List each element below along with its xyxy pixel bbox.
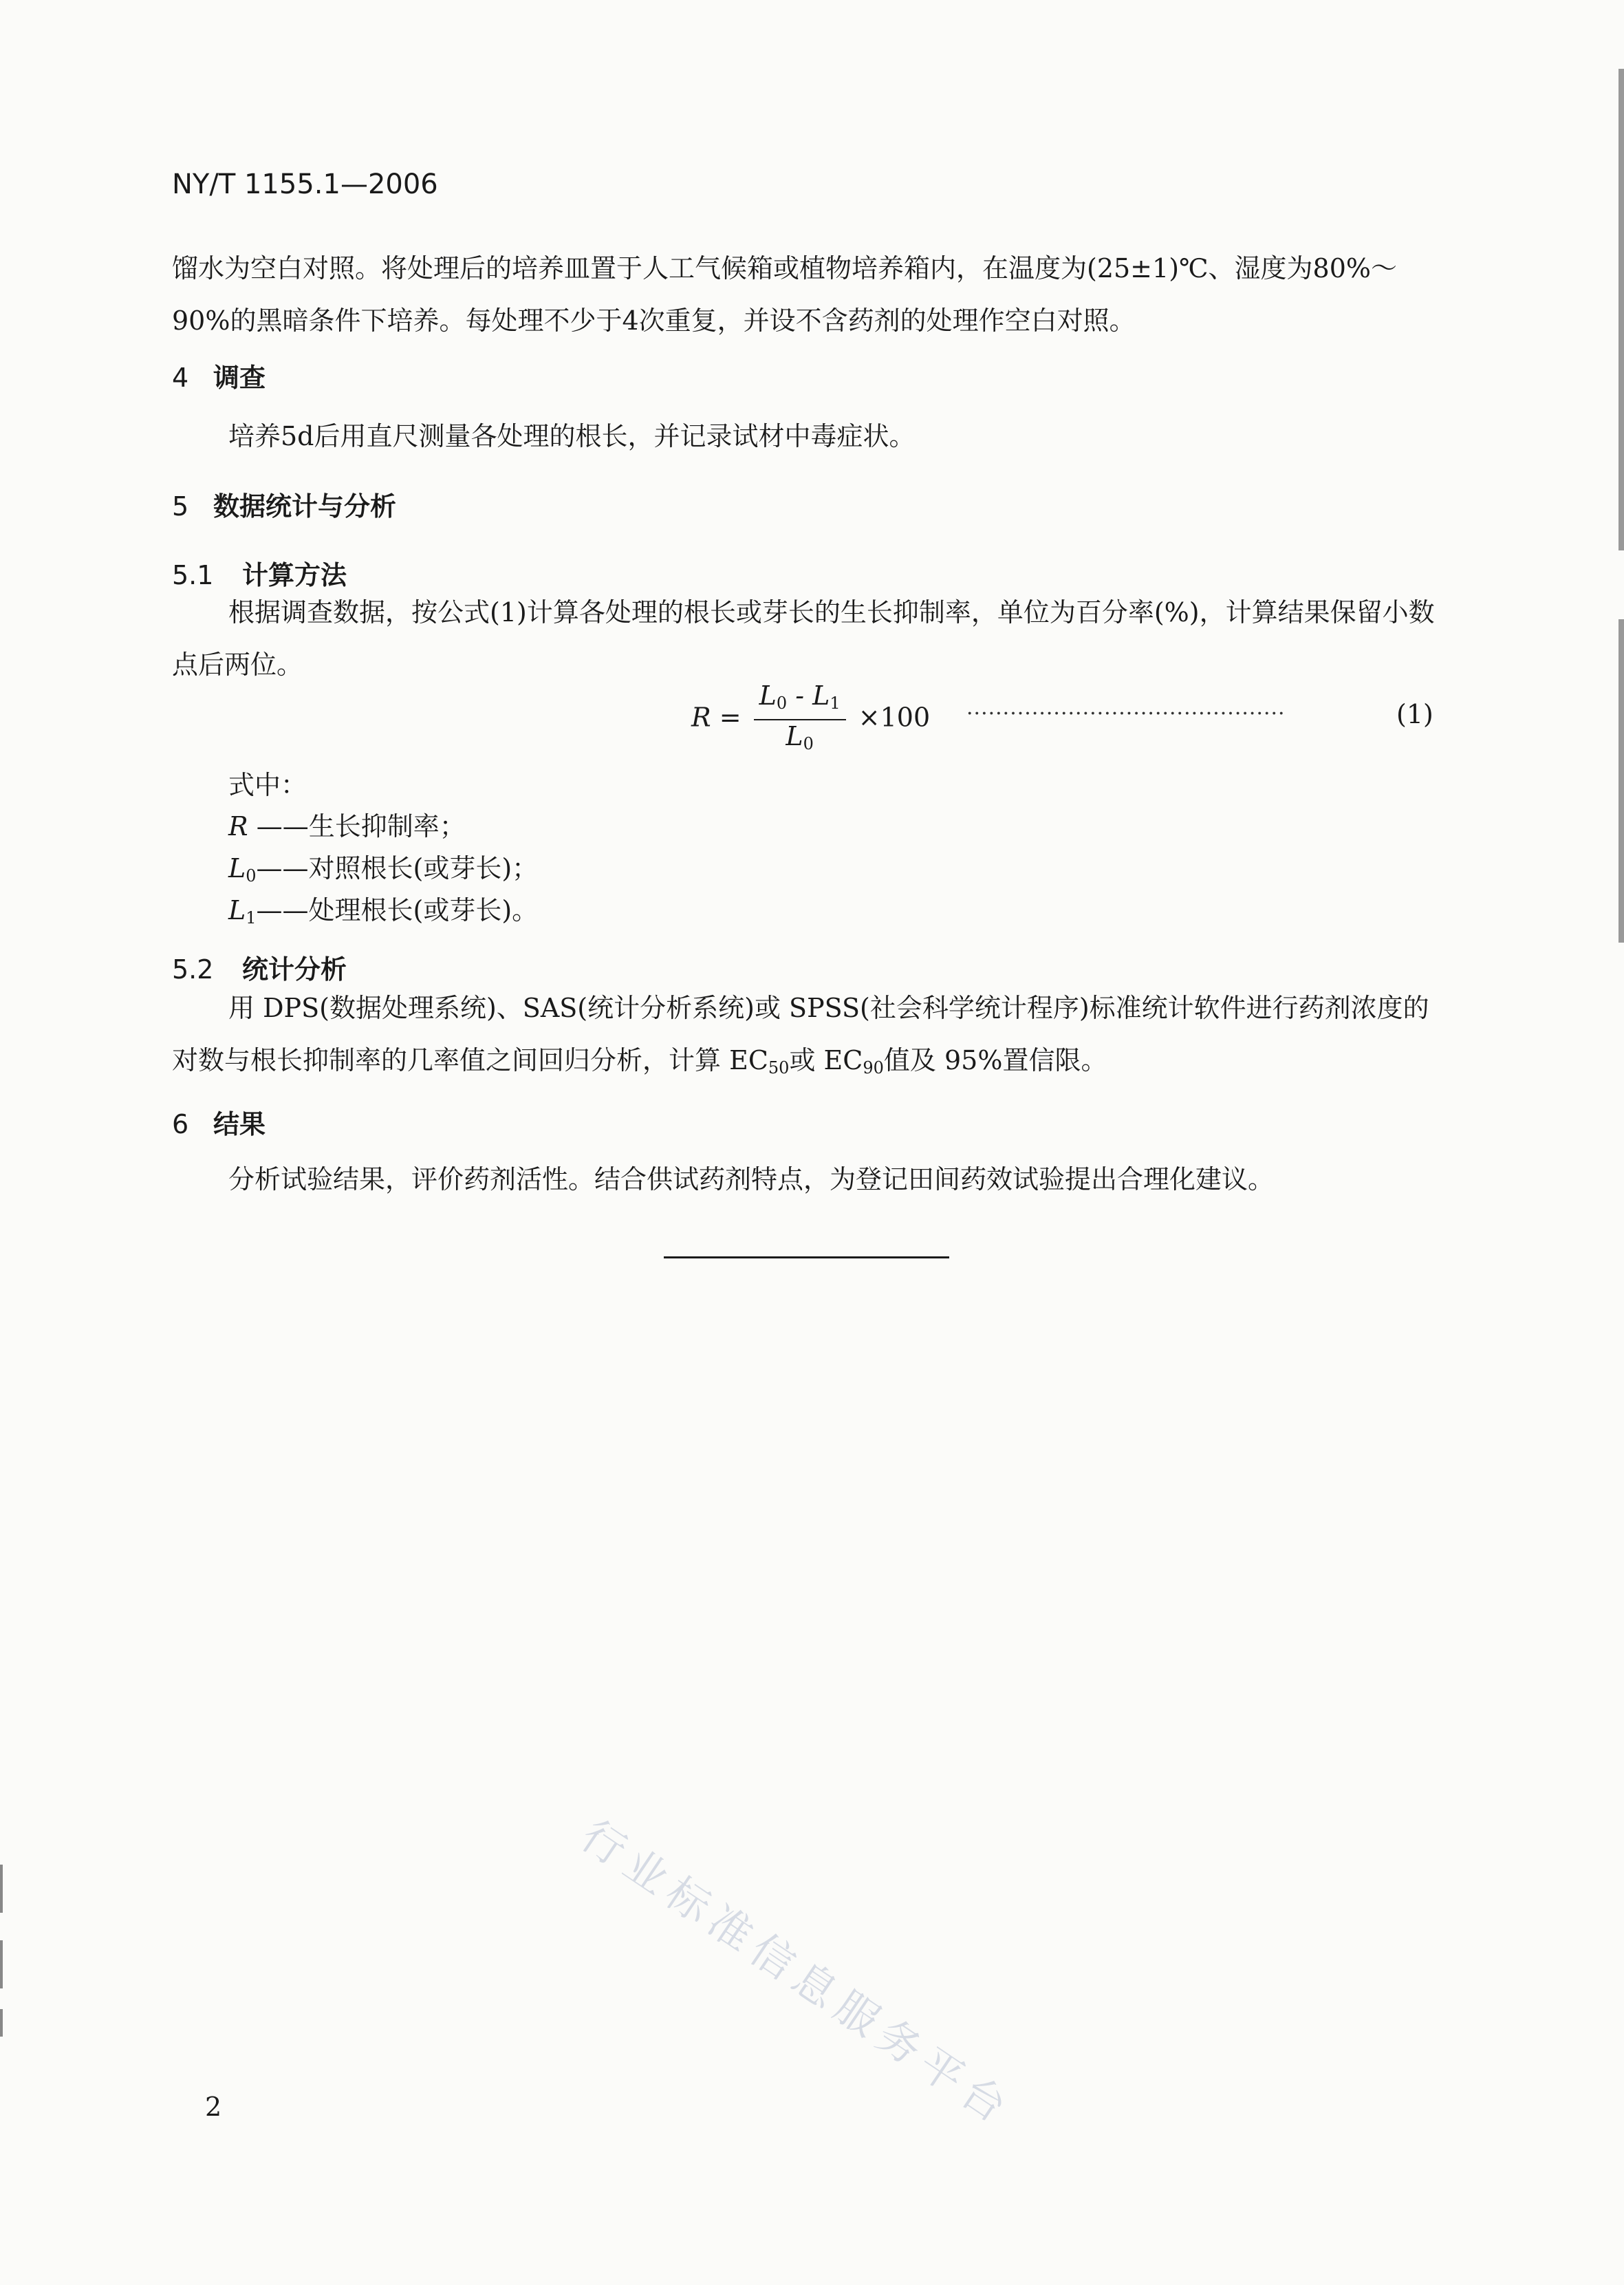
section-4-heading (172, 356, 266, 394)
section-title: 统计分析 (242, 954, 347, 985)
scan-edge-left (0, 2009, 3, 2037)
section-number: 5.2 (172, 954, 214, 985)
section-6-heading (172, 1103, 266, 1141)
section-5-heading (172, 485, 396, 523)
symbol: $L_1$ (228, 895, 257, 927)
watermark: 行业标准信息服务平台 (572, 1810, 1023, 2137)
scan-edge-right (1618, 619, 1624, 943)
section-title: 调查 (213, 363, 266, 393)
formula (691, 680, 930, 760)
intro-paragraph: 馏水为空白对照。将处理后的培养皿置于人工气候箱或植物培养箱内，在温度为(25±1)℃、湿度为80%～90%的黑暗条件下培养。每处理不少于4次重复，并设不含药剂的处理作空白对照。 (172, 253, 1397, 336)
formula-numerator: $L_0 - L_1$ (754, 680, 846, 720)
formula-fraction (754, 680, 846, 760)
section-5-2-heading (172, 948, 347, 986)
section-5-1-body: 根据调查数据，按公式(1)计算各处理的根长或芽长的生长抑制率，单位为百分率(%)，计算结果保留小数点后两位。 (172, 597, 1435, 680)
formula-leader-dots: ············································ (966, 702, 1286, 726)
standard-id: NY/T 1155.1—2006 (172, 169, 438, 200)
where-desc: ——处理根长(或芽长)。 (256, 895, 539, 925)
where-desc: ——对照根长(或芽长)； (256, 853, 539, 883)
section-number: 5.1 (172, 560, 214, 590)
section-number: 4 (172, 363, 189, 393)
formula-denominator: $L_0$ (786, 721, 814, 753)
where-desc: ——生长抑制率； (256, 811, 466, 841)
where-item-l1 (228, 884, 538, 944)
scan-edge-left (0, 1940, 3, 1988)
section-number: 5 (172, 491, 189, 522)
end-rule (664, 1256, 949, 1258)
section-6-body: 分析试验结果，评价药剂活性。结合供试药剂特点，为登记田间药效试验提出合理化建议。 (228, 1164, 1275, 1194)
section-number: 6 (172, 1109, 189, 1139)
section-5-2-body: 用 DPS(数据处理系统)、SAS(统计分析系统)或 SPSS(社会科学统计程序)标准统计软件进行药剂浓度的对数与根长抑制率的几率值之间回归分析，计算 $EC_{50}$或 $EC_{90}$值及 95%置信限。 (172, 993, 1429, 1077)
section-4-body: 培养5d后用直尺测量各处理的根长，并记录试材中毒症状。 (228, 421, 916, 451)
formula-times: ×100 (858, 702, 931, 733)
where-intro: 式中： (228, 770, 307, 800)
scan-edge-left (0, 1865, 3, 1913)
symbol: R (228, 811, 248, 841)
section-title: 数据统计与分析 (213, 491, 397, 522)
formula-lhs: R = (691, 702, 741, 733)
section-title: 计算方法 (242, 560, 347, 590)
section-title: 结果 (213, 1109, 266, 1139)
page-number: 2 (205, 2092, 222, 2122)
scan-edge-right (1618, 69, 1624, 550)
formula-label: (1) (1396, 699, 1433, 729)
symbol: $L_0$ (228, 853, 257, 886)
